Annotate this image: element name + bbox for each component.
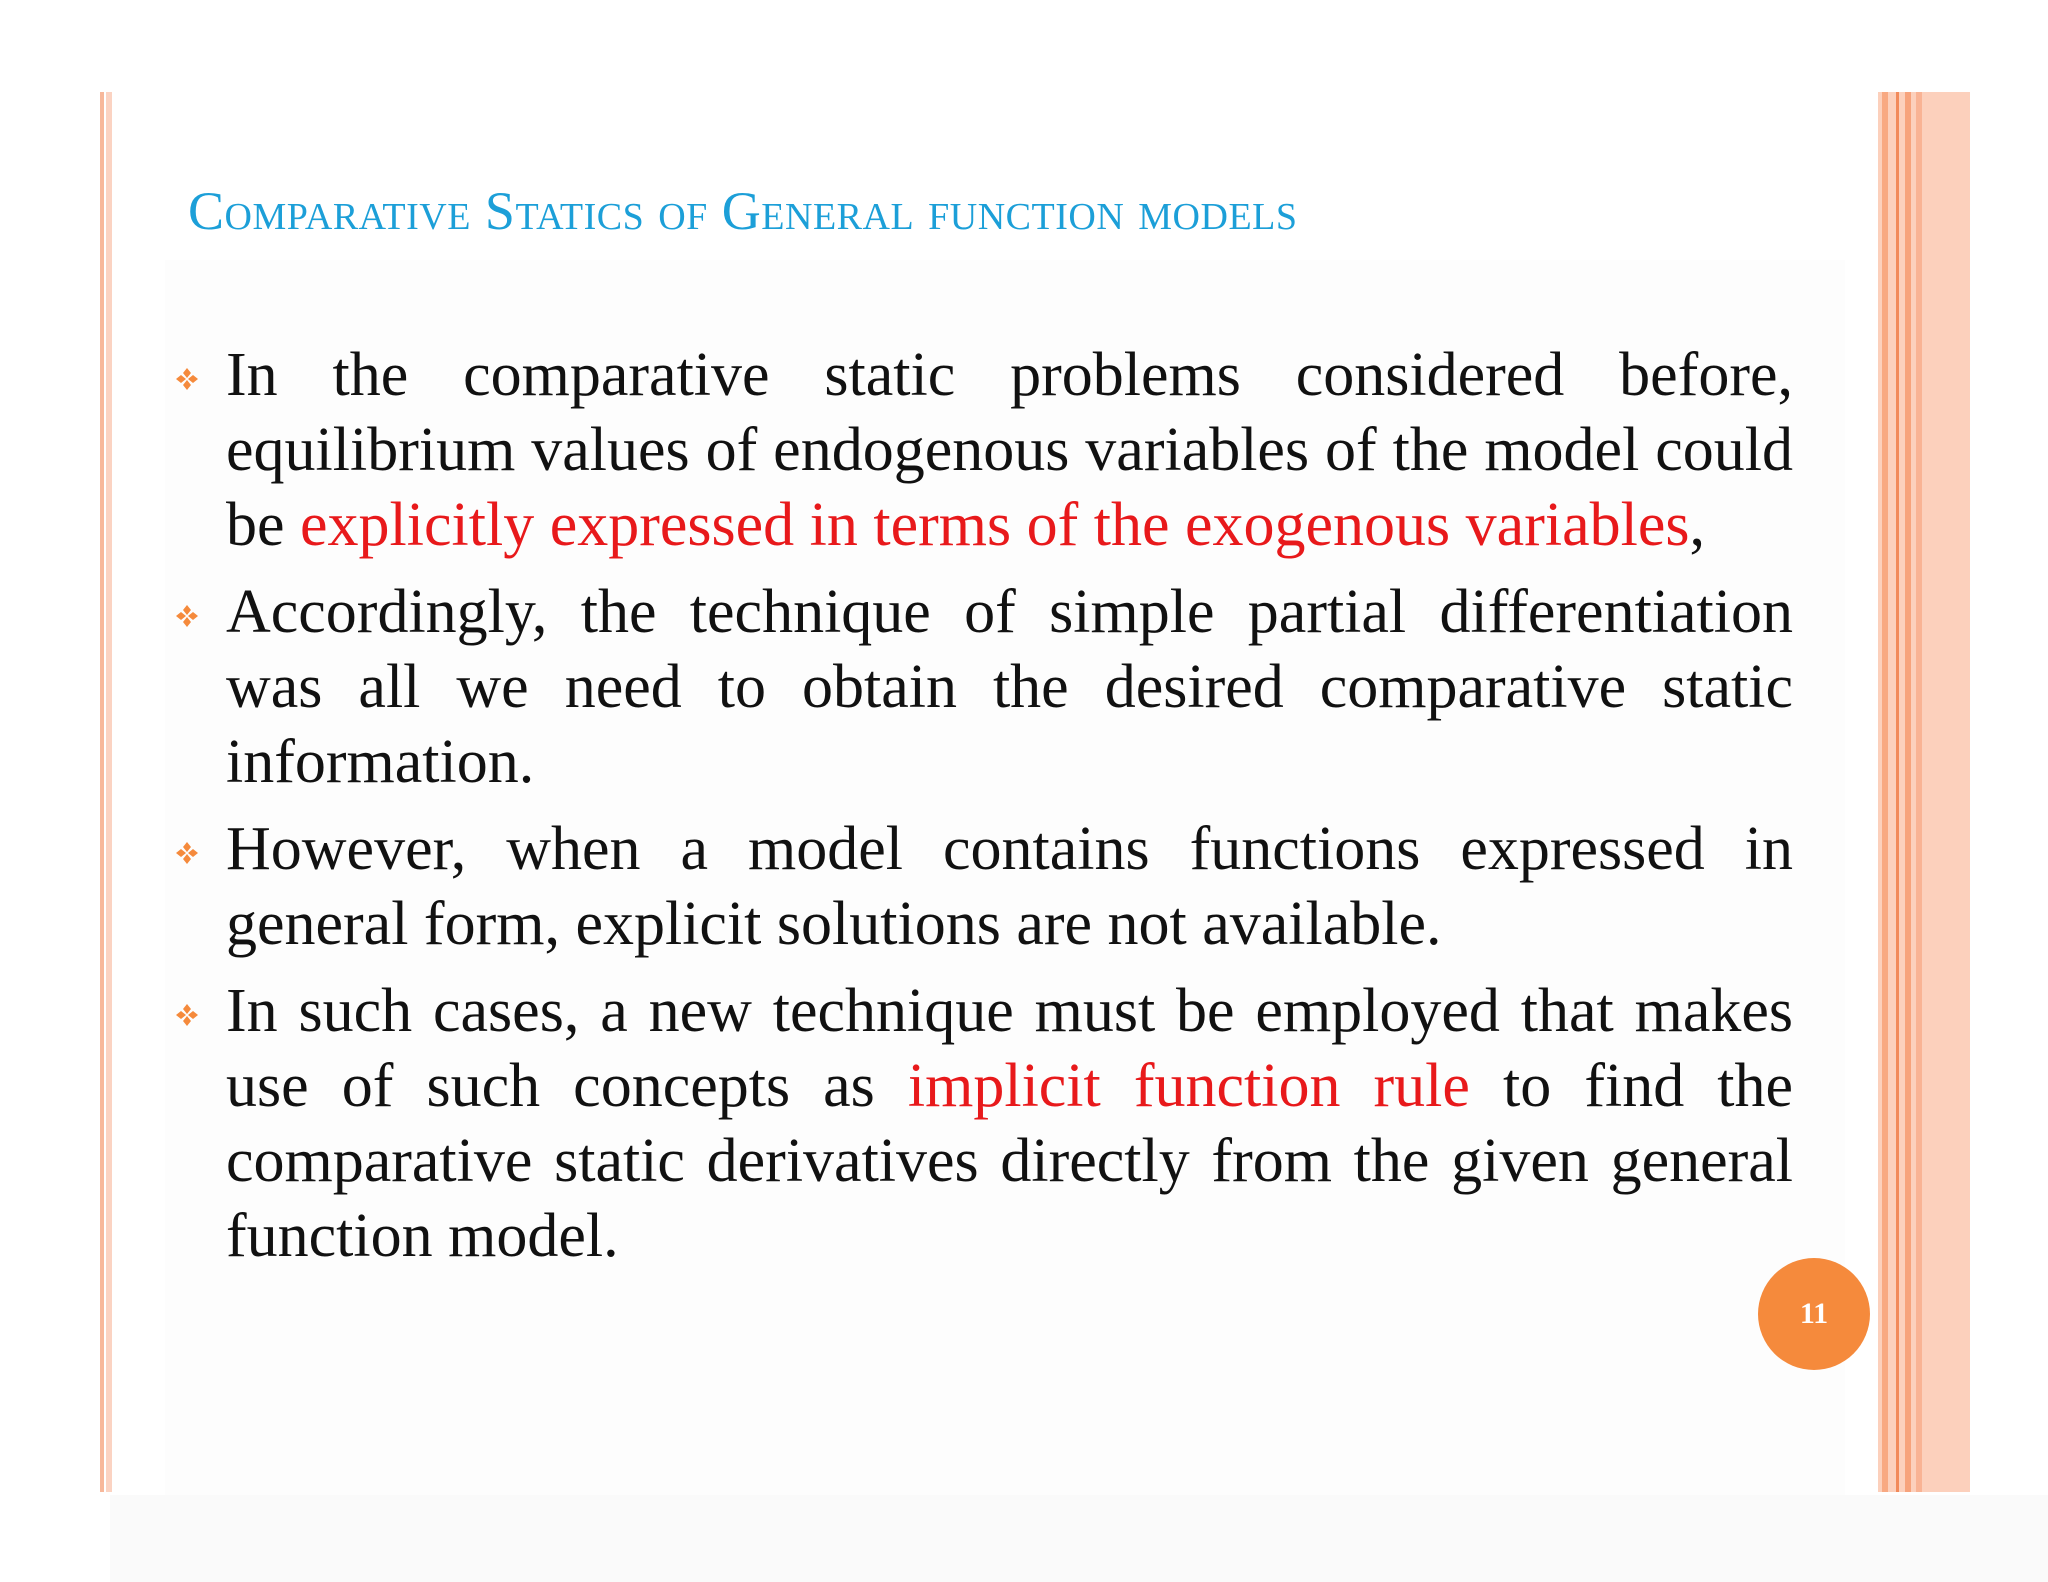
diamond-four-icon <box>176 605 198 627</box>
left-decorative-rule-secondary <box>106 92 112 1492</box>
bullet-item <box>170 974 1793 1274</box>
bullet-text: Accordingly, the technique of simple partial differentiation was all we need to obtain the desired comparative static information. <box>226 578 1793 796</box>
bullet-text: In such cases, a new technique must be employed that makes use of such concepts as <box>226 977 1793 1120</box>
right-band-stripe <box>1916 92 1922 1492</box>
slide-title: Comparative Statics of General function models <box>188 181 1298 241</box>
bullet-text: However, when a model contains functions expressed in general form, explicit solutions are not available. <box>226 815 1793 958</box>
bullet-text-tail: , <box>1689 491 1705 559</box>
bottom-strip <box>110 1495 2048 1582</box>
bullet-highlight: implicit function rule <box>907 1052 1470 1120</box>
bullet-text: In the comparative static problems considered before, equilibrium values of endogenous variables of the model could be <box>226 341 1793 559</box>
bullet-item <box>170 575 1793 800</box>
right-band-stripe <box>1896 92 1899 1492</box>
right-band-stripe <box>1905 92 1911 1492</box>
left-decorative-rule <box>100 92 104 1492</box>
right-decorative-band <box>1878 92 1970 1492</box>
right-band-stripe <box>1882 92 1888 1492</box>
diamond-four-icon <box>176 368 198 390</box>
diamond-four-icon <box>176 842 198 864</box>
diamond-four-icon <box>176 1004 198 1026</box>
bullet-highlight: explicitly expressed in terms of the exogenous variables <box>300 491 1690 559</box>
bullet-item <box>170 338 1793 563</box>
page-number-badge: 11 <box>1758 1258 1870 1370</box>
bullet-item <box>170 812 1793 962</box>
bullet-text-tail: to find the comparative static derivatives directly from the given general function model. <box>226 1052 1794 1270</box>
bullet-list <box>170 338 1793 1286</box>
